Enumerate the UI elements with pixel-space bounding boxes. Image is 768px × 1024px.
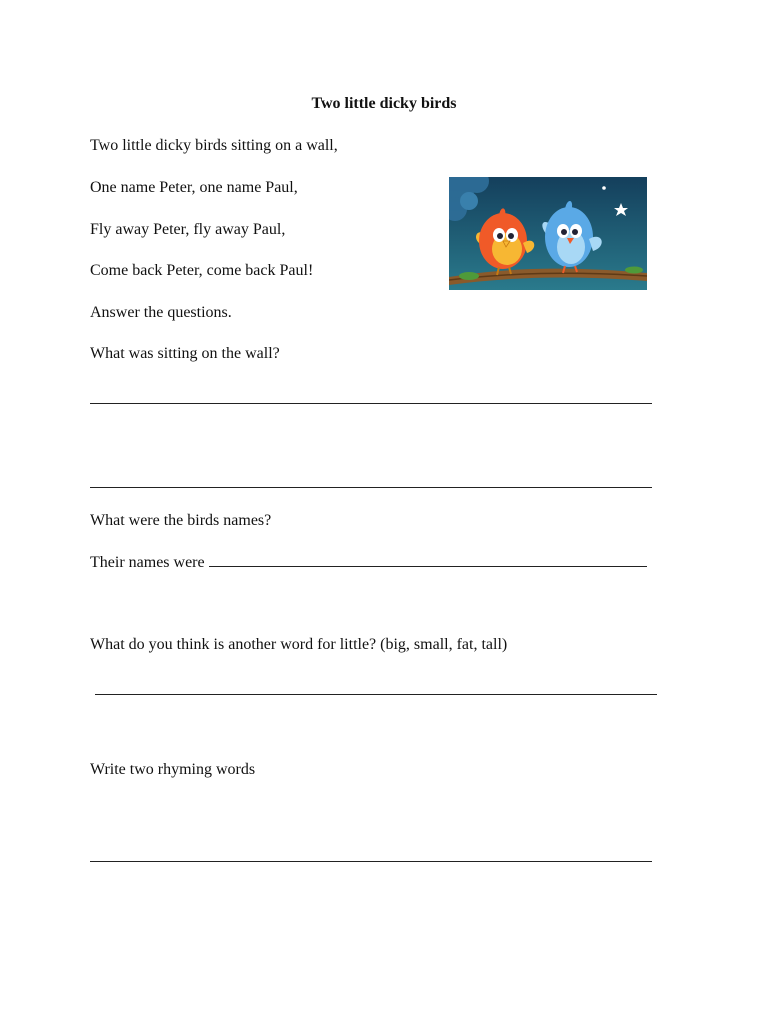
page-title: Two little dicky birds: [311, 95, 457, 112]
question-2: What were the birds names?: [90, 512, 272, 529]
answer-line-1b[interactable]: [90, 487, 652, 488]
answer-line-1a[interactable]: [90, 403, 652, 404]
poem-line-1: Two little dicky birds sitting on a wall,: [90, 137, 338, 154]
poem-line-2: One name Peter, one name Paul,: [90, 179, 298, 196]
birds-illustration: [449, 177, 647, 290]
question-4: Write two rhyming words: [90, 761, 256, 778]
question-3: What do you think is another word for little? (big, small, fat, tall): [90, 636, 508, 653]
answer-line-2[interactable]: [209, 552, 647, 567]
answer-line-4[interactable]: [90, 861, 652, 862]
answer-line-3[interactable]: [95, 694, 657, 695]
question-2-prompt: Their names were: [90, 554, 205, 571]
instructions: Answer the questions.: [90, 304, 232, 321]
poem-line-4: Come back Peter, come back Paul!: [90, 262, 314, 279]
question-2-answer-row: [90, 552, 647, 573]
question-1: What was sitting on the wall?: [90, 345, 280, 362]
poem-line-3: Fly away Peter, fly away Paul,: [90, 221, 286, 238]
